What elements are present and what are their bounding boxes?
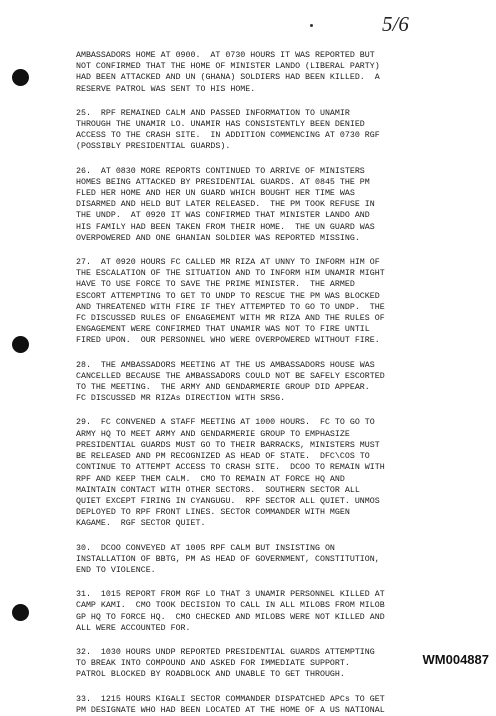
document-body bbox=[76, 50, 426, 716]
paragraph-continued: AMBASSADORS HOME AT 0900. AT 0730 HOURS IT WAS REPORTED BUT NOT CONFIRMED THAT THE HOME OF MINISTER LANDO (LIBERAL PARTY) HAD BEEN ATTACKED AND UN (GHANA) SOLDIERS HAD BEEN KILLED. A RESERVE PATROL WAS SENT TO HIS HOME. bbox=[76, 51, 380, 94]
page-number: 5/6 bbox=[382, 12, 409, 36]
punch-hole-top bbox=[12, 69, 29, 86]
punch-hole-middle bbox=[12, 336, 29, 353]
paragraph-29: 29. FC CONVENED A STAFF MEETING AT 1000 HOURS. FC TO GO TO ARMY HQ TO MEET ARMY AND GENDARMERIE GROUP TO EMPHASIZE PRESIDENTIAL GUARDS MUST GO TO THEIR BARRACKS, MINISTERS MUST BE RELEASED AND PM RECOGNIZED AS HEAD OF STATE. DFC\COS TO CONTINUE TO ATTEMPT ACCESS TO CRASH SITE. DCOO TO REMAIN WITH RPF AND KEEP THEM CALM. CMO TO REMAIN AT FORCE HQ AND MAINTAIN CONTACT WITH OTHER SECTORS. SOUTHERN SECTOR ALL QUIET EXCEPT FIRING IN CYANGUGU. RPF SECTOR ALL QUIET. UNMOS DEPLOYED TO RPF FRONT LINES. SECTOR COMMANDER WITH MGEN KAGAME. RGF SECTOR QUIET. bbox=[76, 418, 385, 529]
punch-hole-bottom bbox=[12, 604, 29, 621]
paragraph-27: 27. AT 0920 HOURS FC CALLED MR RIZA AT UNNY TO INFORM HIM OF THE ESCALATION OF THE SITUATION AND TO INFORM HIM UNAMIR MIGHT HAVE TO USE FORCE TO SAVE THE PRIME MINISTER. THE ARMED ESCORT ATTEMPTING TO GET TO UNDP TO RESCUE THE PM WAS BLOCKED AND THREATENED WITH FIRE IF THEY ATTEMPTED TO GO TO UNDP. THE FC DISCUSSED RULES OF ENGAGEMENT WITH MR RIZA AND THE RULES OF ENGAGEMENT WERE CONFIRMED THAT UNAMIR WAS NOT TO FIRE UNTIL FIRED UPON. OUR PERSONNEL WHO WERE OVERPOWERED WITHOUT FIRE. bbox=[76, 258, 385, 346]
paragraph-32: 32. 1030 HOURS UNDP REPORTED PRESIDENTIAL GUARDS ATTEMPTING TO BREAK INTO COMPOUND AND ASKED FOR IMMEDIATE SUPPORT. PATROL BLOCKED BY ROADBLOCK AND UNABLE TO GET THROUGH. bbox=[76, 647, 375, 680]
document-id-stamp: WM004887 bbox=[422, 652, 489, 667]
paragraph-26: 26. AT 0830 MORE REPORTS CONTINUED TO ARRIVE OF MINISTERS HOMES BEING ATTACKED BY PRESIDENTIAL GUARDS. AT 0845 THE PM FLED HER HOME AND HER UN GUARD WHICH BOUGHT HER TIME WAS DISARMED AND HELD BUT LATER RELEASED. THE PM TOOK REFUSE IN THE UNDP. AT 0920 IT WAS CONFIRMED THAT MINISTER LANDO AND HIS FAMILY HAD BEEN TAKEN FROM THEIR HOME. THE UN GUARD WAS OVERPOWERED AND ONE GHANIAN SOLDIER WAS REPORTED MISSING. bbox=[76, 166, 375, 243]
scan-speck bbox=[310, 24, 313, 27]
paragraph-28: 28. THE AMBASSADORS MEETING AT THE US AMBASSADORS HOUSE WAS CANCELLED BECAUSE THE AMBASSADORS COULD NOT BE SAFELY ESCORTED TO THE MEETING. THE ARMY AND GENDARMERIE GROUP DID APPEAR. FC DISCUSSED MR RIZAs DIRECTION WITH SRSG. bbox=[76, 360, 385, 404]
paragraph-33: 33. 1215 HOURS KIGALI SECTOR COMMANDER DISPATCHED APCs TO GET PM DESIGNATE WHO HAD BEEN LOCATED AT THE HOME OF A US NATIONAL bbox=[76, 694, 385, 715]
paragraph-31: 31. 1015 REPORT FROM RGF LO THAT 3 UNAMIR PERSONNEL KILLED AT CAMP KAMI. CMO TOOK DECISION TO CALL IN ALL MILOBS FROM MILOB GP HQ TO FORCE HQ. CMO CHECKED AND MILOBS WERE NOT KILLED AND ALL WERE ACCOUNTED FOR. bbox=[76, 590, 385, 633]
paragraph-25: 25. RPF REMAINED CALM AND PASSED INFORMATION TO UNAMIR THROUGH THE UNAMIR LO. UNAMIR HAS CONSISTENTLY BEEN DENIED ACCESS TO THE CRASH SITE. IN ADDITION COMMENCING AT 0730 RGF (POSSIBLY PRESIDENTIAL GUARDS). bbox=[76, 108, 380, 152]
paragraph-30: 30. DCOO CONVEYED AT 1005 RPF CALM BUT INSISTING ON INSTALLATION OF BBTG, PM AS HEAD OF GOVERNMENT, CONSTITUTION, END TO VIOLENCE. bbox=[76, 543, 380, 575]
